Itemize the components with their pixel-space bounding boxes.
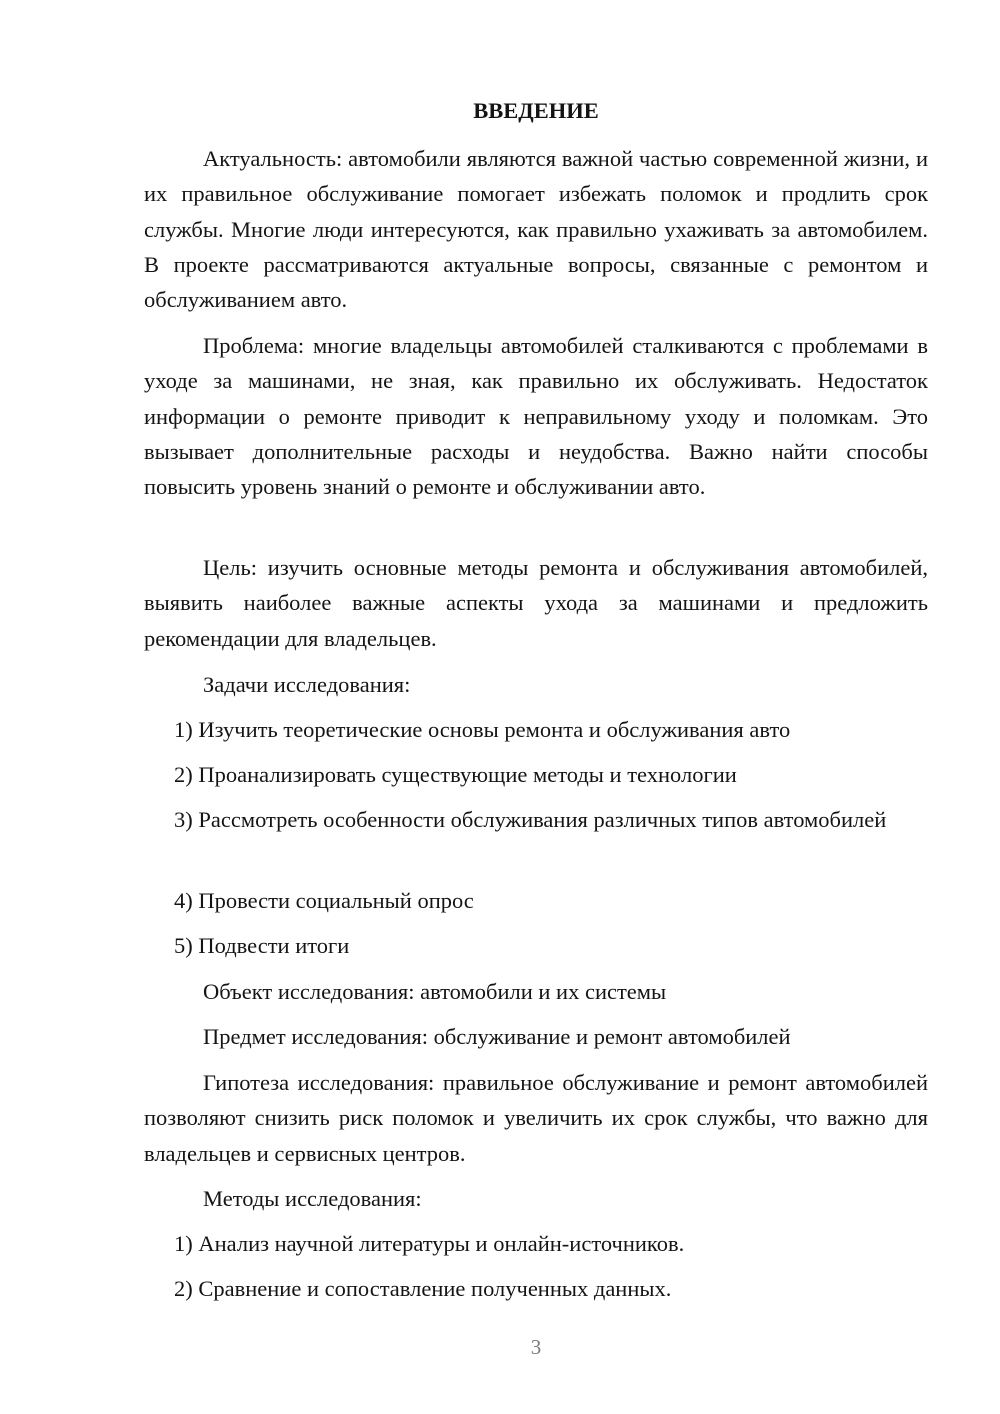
tasks-heading: Задачи исследования: xyxy=(203,672,411,697)
research-subject: Предмет исследования: обслуживание и ремонт автомобилей xyxy=(203,1024,791,1049)
relevance-paragraph: Актуальность: автомобили являются важной частью современной жизни, и их правильное обслуживание помогает избежать поломок и продлить срок службы. Многие люди интересуются, как правильно ухаживать за автомобилем. В проекте рассматриваются актуальные вопросы, связанные с ремонтом и обслуживанием авто. xyxy=(144,146,928,313)
section-title: ВВЕДЕНИЕ xyxy=(473,98,599,123)
task-item: 1) Изучить теоретические основы ремонта и обслуживания авто xyxy=(174,717,791,742)
page-number: 3 xyxy=(530,1335,542,1359)
task-item: 4) Провести социальный опрос xyxy=(174,888,474,913)
task-item: 2) Проанализировать существующие методы и технологии xyxy=(174,762,737,787)
method-item: 1) Анализ научной литературы и онлайн-источников. xyxy=(174,1231,685,1256)
research-object: Объект исследования: автомобили и их системы xyxy=(203,979,667,1004)
goal-paragraph: Цель: изучить основные методы ремонта и обслуживания автомобилей, выявить наиболее важные аспекты ухода за машинами и предложить рекомендации для владельцев. xyxy=(144,555,928,651)
method-item: 2) Сравнение и сопоставление полученных данных. xyxy=(174,1276,672,1301)
task-item: 5) Подвести итоги xyxy=(174,933,350,958)
task-item: 3) Рассмотреть особенности обслуживания различных типов автомобилей xyxy=(174,807,887,832)
methods-heading: Методы исследования: xyxy=(203,1186,422,1211)
hypothesis-paragraph: Гипотеза исследования: правильное обслуживание и ремонт автомобилей позволяют снизить риск поломок и увеличить их срок службы, что важно для владельцев и сервисных центров. xyxy=(144,1070,928,1166)
problem-paragraph: Проблема: многие владельцы автомобилей сталкиваются с проблемами в уходе за машинами, не зная, как правильно их обслуживать. Недостаток информации о ремонте приводит к неправильному уходу и поломкам. Это вызывает дополнительные расходы и неудобства. Важно найти способы повысить уровень знаний о ремонте и обслуживании авто. xyxy=(144,333,928,500)
